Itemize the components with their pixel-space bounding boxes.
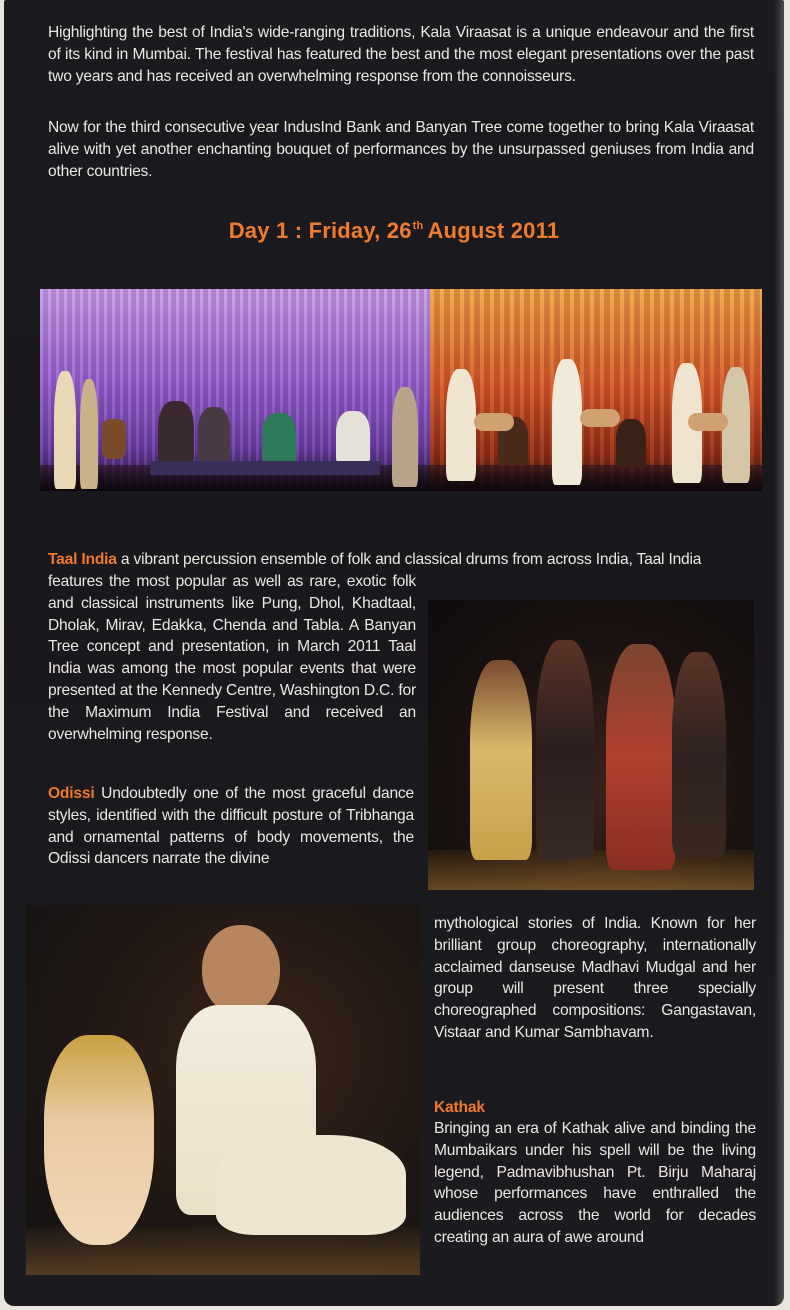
odissi-body-right: mythological stories of India. Known for her brilliant group choreography, internationally acclaimed danseuse Madhavi Mudgal and her group will present three specially choreographed compositions: Gangastavan, Vistaar and Kumar Sambhavam.	[434, 915, 756, 1041]
taal-india-first-line-text: a vibrant percussion ensemble of folk and classical drums from across India, Taal India	[116, 551, 702, 568]
purple-stage-image	[40, 289, 430, 491]
day-heading-suffix: th	[412, 220, 424, 232]
kathak-title	[434, 1097, 485, 1119]
orange-stage-image	[430, 289, 762, 491]
taal-india-banner-photo	[40, 289, 762, 491]
odissi-body-left	[48, 783, 414, 870]
taal-india-first-line	[48, 549, 760, 571]
taal-india-body: features the most popular as well as rare, exotic folk and classical instruments like Pung, Dhol, Khadtaal, Dholak, Mirav, Edakka, Chenda and Tabla. A Banyan Tree concept and presentation, in March 2011 Taal India was among the most popular events that were presented at the Kennedy Centre, Washington D.C. for the Maximum India Festival and received an overwhelming response.	[48, 573, 416, 743]
intro-paragraph-2: Now for the third consecutive year IndusInd Bank and Banyan Tree come together to bring Kala Viraasat alive with yet another enchanting bouquet of performances by the unsurpassed geniuses from India and other countries.	[48, 119, 754, 180]
odissi-title: Odissi	[48, 785, 95, 802]
kathak-title-text: Kathak	[434, 1099, 485, 1116]
intro-paragraph-1: Highlighting the best of India's wide-ranging traditions, Kala Viraasat is a unique endeavour and the first of its kind in Mumbai. The festival has featured the best and the most elegant presentations over the past two years and has received an overwhelming response from the connoisseurs.	[48, 24, 754, 85]
kathak-dancers-photo	[26, 905, 420, 1275]
brochure-page	[4, 0, 784, 1306]
day-heading-rest: August 2011	[427, 218, 560, 243]
day-heading	[4, 218, 784, 244]
odissi-dancers-photo	[428, 600, 754, 890]
kathak-body: Bringing an era of Kathak alive and binding the Mumbaikars under his spell will be the living legend, Padmavibhushan Pt. Birju Maharaj whose performances have enthralled the audiences across the world for decades creating an aura of awe around	[434, 1120, 756, 1246]
taal-india-title: Taal India	[48, 551, 117, 568]
day-heading-label: Day 1 : Friday, 26	[228, 218, 412, 243]
odissi-body-part1: Undoubtedly one of the most graceful dance styles, identified with the difficult posture of Tribhanga and ornamental patterns of body movements, the Odissi dancers narrate the divine	[48, 785, 414, 868]
